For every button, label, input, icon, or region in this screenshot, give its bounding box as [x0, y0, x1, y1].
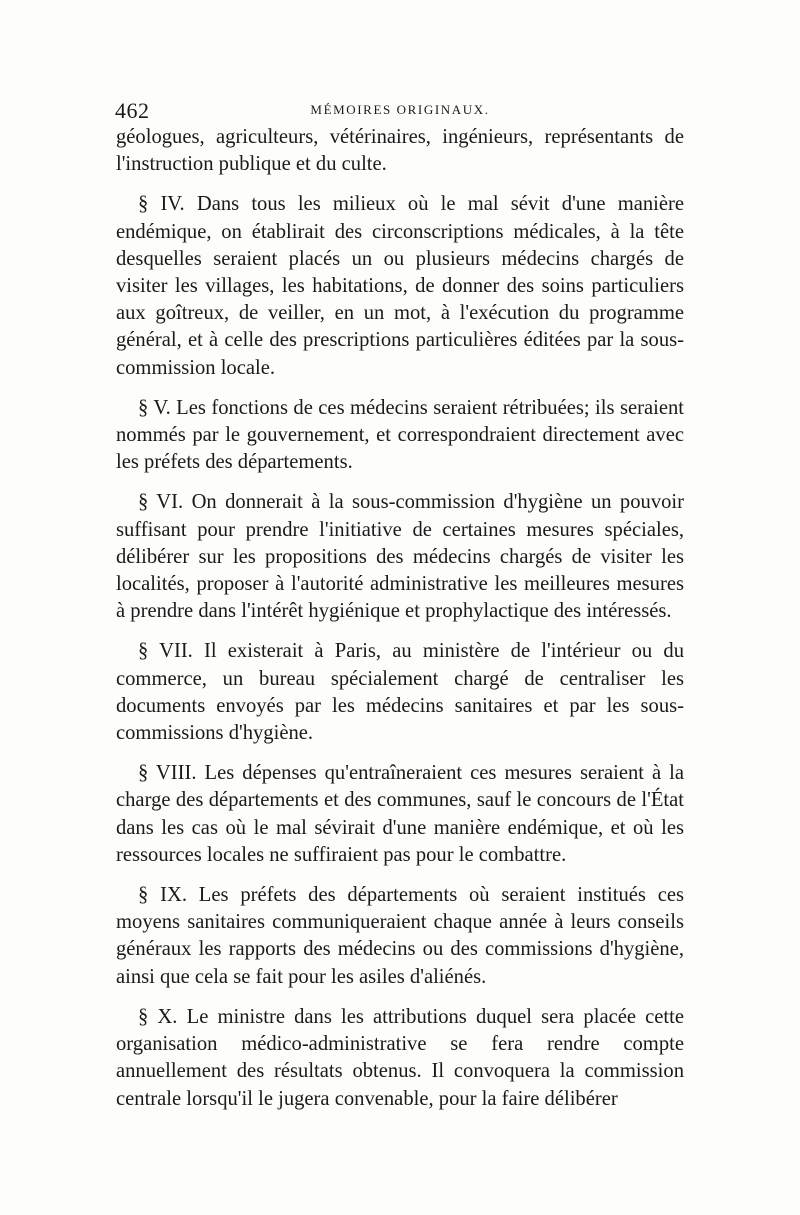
paragraph-text: Les préfets des départements où seraient institués ces moyens sanitaires communiqueraient chaque année à leurs conseils généraux les rapports des médecins ou des commissions d'hygiène, ainsi que cela se fait pour les asiles d'aliénés. — [116, 884, 684, 988]
paragraph-text: Dans tous les milieux où le mal sévit d'une manière endémique, on établirait des circonscriptions médicales, à la tête desquelles seraient placés un ou plusieurs médecins chargés de visiter les villages, les habitations, de donner des soins particuliers aux goîtreux, de veiller, en un mot, à l'exécution du programme général, et à celle des prescriptions particulières éditées par la sous-commission locale. — [116, 193, 685, 379]
section-marker: § X. — [138, 1005, 178, 1028]
paragraph-text: Le ministre dans les attributions duquel sera placée cette organisation médico-administrative se fera rendre compte annuellement des résultats obtenus. Il convoquera la commission centrale lorsqu'il le jugera convenable, pour la faire délibérer — [116, 1005, 685, 1110]
paragraph-section-x — [116, 1004, 684, 1113]
paragraph-section-ix — [116, 882, 684, 991]
section-marker: § IV. — [138, 193, 185, 216]
section-marker: § VI. — [138, 491, 184, 514]
header-title: MÉMOIRES ORIGINAUX. — [310, 102, 490, 117]
paragraph-section-iv — [116, 191, 684, 381]
paragraph-section-v — [116, 395, 684, 477]
paragraph-section-viii — [116, 760, 684, 869]
body-text — [116, 124, 684, 1126]
paragraph-section-vi — [116, 489, 684, 625]
paragraph-continuation — [116, 124, 684, 178]
section-marker: § V. — [138, 396, 171, 419]
section-marker: § IX. — [138, 884, 187, 907]
paragraph-text: Il existerait à Paris, au ministère de l'intérieur ou du commerce, un bureau spécialement chargé de centraliser les documents envoyés par les médecins sanitaires et par les sous-commissions d'hygiène. — [116, 640, 685, 745]
running-header — [115, 98, 685, 126]
section-marker: § VIII. — [138, 762, 197, 785]
page-number: 462 — [115, 98, 150, 123]
paragraph-text: géologues, agriculteurs, vétérinaires, ingénieurs, représentants de l'instruction publique et du culte. — [116, 126, 684, 176]
section-marker: § VII. — [138, 640, 193, 663]
paragraph-section-vii — [116, 638, 684, 747]
paragraph-text: On donnerait à la sous-commission d'hygiène un pouvoir suffisant pour prendre l'initiative de certaines mesures spéciales, délibérer sur les propositions des médecins chargés de visiter les localités, proposer à l'autorité administrative les meilleures mesures à prendre dans l'intérêt hygiénique et prophylactique des intéressés. — [116, 491, 684, 623]
paragraph-text: Les dépenses qu'entraîneraient ces mesures seraient à la charge des départements et des communes, sauf le concours de l'État dans les cas où le mal sévirait d'une manière endémique, et où les ressources locales ne suffiraient pas pour le combattre. — [116, 762, 684, 866]
paragraph-text: Les fonctions de ces médecins seraient rétribuées; ils seraient nommés par le gouvernement, et correspondraient directement avec les préfets des départements. — [116, 396, 684, 474]
